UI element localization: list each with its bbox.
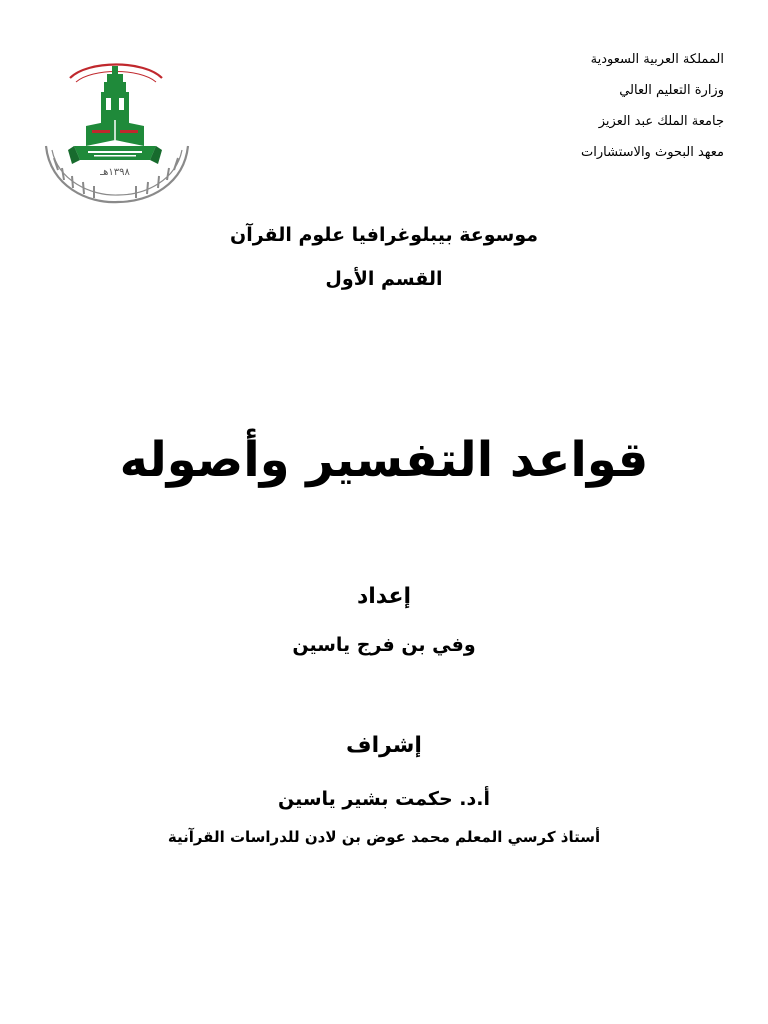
university-logo-icon	[28, 46, 203, 206]
institution-header	[464, 44, 724, 168]
institute-name: معهد البحوث والاستشارات	[581, 145, 724, 160]
supervision-label: إشراف	[346, 733, 422, 758]
prepared-by-label: إعداد	[356, 584, 412, 609]
ministry-name: وزارة التعليم العالي	[619, 83, 724, 98]
supervisor-title: أستاذ كرسي المعلم محمد عوض بن لادن للدراسات القرآنية	[167, 828, 601, 846]
encyclopedia-title: موسوعة بيبلوغرافيا علوم القرآن	[229, 224, 539, 246]
author-name: وفي بن فرج ياسين	[292, 634, 476, 656]
supervisor-name: أ.د. حكمت بشير ياسين	[278, 788, 490, 810]
university-name: جامعة الملك عبد العزيز	[598, 114, 724, 129]
book-title: قواعد التفسير وأصوله	[119, 432, 649, 488]
country-name: المملكة العربية السعودية	[590, 52, 724, 67]
section-label: القسم الأول	[325, 268, 443, 290]
logo-year-text: ١٣٩٨هـ	[100, 167, 130, 178]
